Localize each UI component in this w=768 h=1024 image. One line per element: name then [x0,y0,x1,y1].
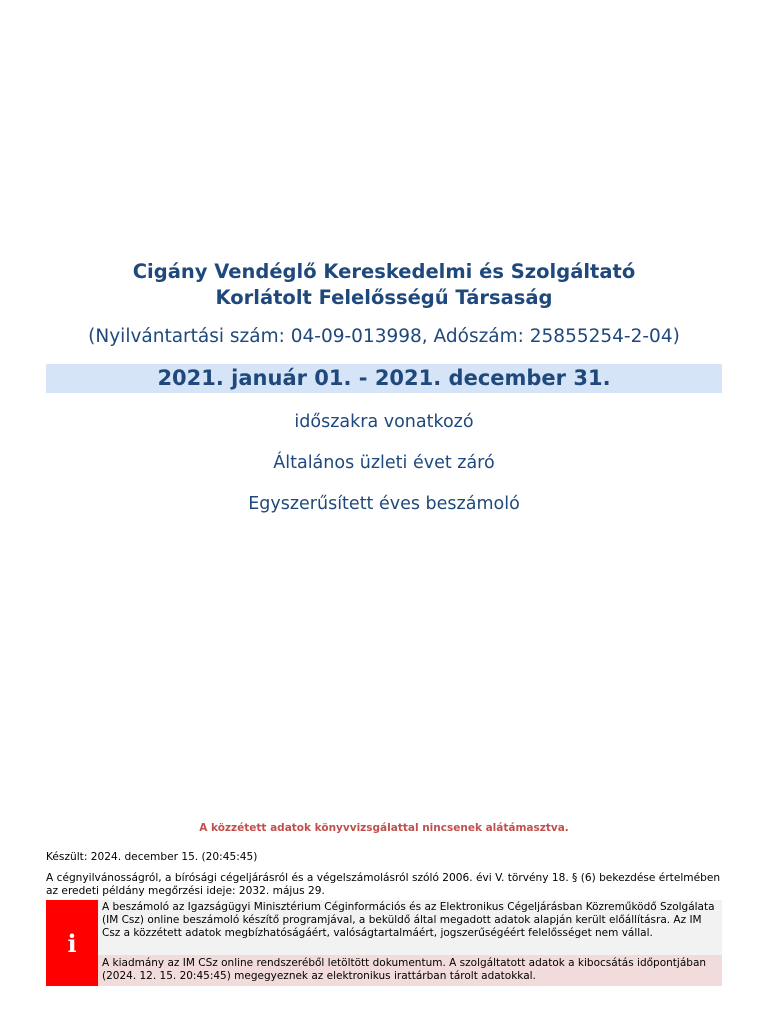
fiscal-year-type: Általános üzleti évet záró [273,453,495,473]
report-type: Egyszerűsített éves beszámoló [248,494,520,514]
company-name-line-2: Korlátolt Felelősségű Társaság [215,286,553,309]
registration-info: (Nyilvántartási szám: 04-09-013998, Adószám: 25855254-2-04) [88,326,680,347]
info-notice [46,900,722,986]
law-retention-text: A cégnyilvánosságról, a bírósági cégeljárásról és a végelszámolásról szóló 2006. évi V. törvény 18. § (6) bekezdése értelmében az eredeti példány megőrzési ideje: 2032. május 29. [46,872,721,897]
company-name-line-1: Cigány Vendéglő Kereskedelmi és Szolgáltató [132,260,636,283]
info-notice-body [98,900,722,986]
audit-notice: A közzétett adatok könyvvizsgálattal nincsenek alátámasztva. [199,822,569,834]
period-caption: időszakra vonatkozó [294,412,474,432]
report-period: 2021. január 01. - 2021. december 31. [46,364,722,393]
info-icon: i [46,900,98,986]
info-download-text: A kiadmány az IM CSz online rendszeréből letöltött dokumentum. A szolgáltatott adatok a kibocsátás időpontjában (2024. 12. 15. 20:45:45) megegyeznek az elektronikus irattárban tárolt adatokkal. [98,955,722,986]
created-timestamp: Készült: 2024. december 15. (20:45:45) [46,851,258,863]
info-disclaimer-text: A beszámoló az Igazságügyi Minisztérium Céginformációs és az Elektronikus Cégeljárásban Közreműködő Szolgálata (IM Csz) online beszámoló készítő programjával, a beküldő által megadott adatok alapján került előállításra. Az IM Csz a közzétett adatok megbízhatóságáért, valóságtartalmáért, jogszerűségéért felelősséget nem vállal. [98,900,722,955]
company-name [46,259,722,311]
